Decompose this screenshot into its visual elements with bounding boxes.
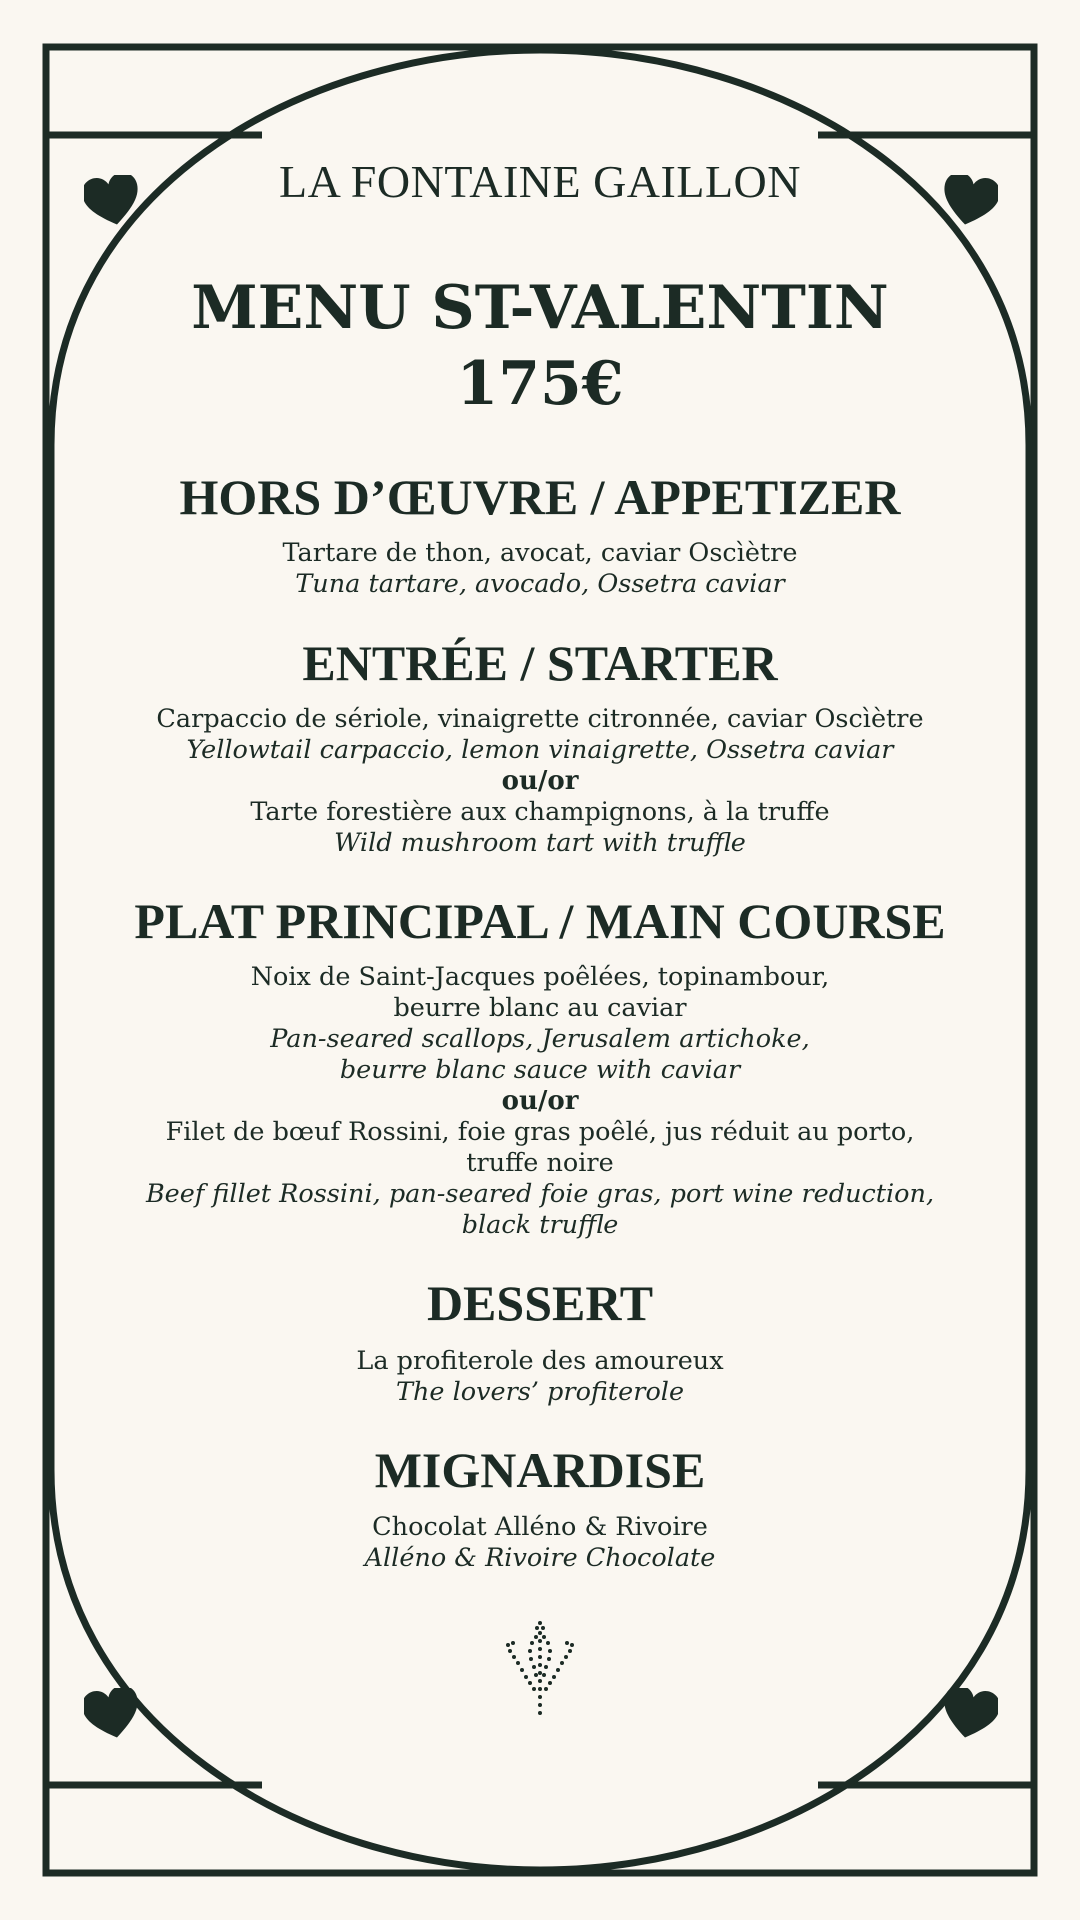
dish-en: Pan-seared scallops, Jerusalem artichoke, bbox=[270, 1024, 810, 1054]
restaurant-name: LA FONTAINE GAILLON bbox=[279, 156, 801, 207]
dish-en: beurre blanc sauce with caviar bbox=[339, 1055, 741, 1085]
section-title-main: PLAT PRINCIPAL / MAIN COURSE bbox=[134, 893, 946, 949]
dish-en: Yellowtail carpaccio, lemon vinaigrette, Ossetra caviar bbox=[186, 735, 894, 765]
main-dishes bbox=[130, 962, 950, 1241]
dish-en: Wild mushroom tart with truffle bbox=[334, 828, 746, 858]
starter-dishes bbox=[130, 704, 950, 859]
dish-fr: beurre blanc au caviar bbox=[393, 993, 687, 1023]
dish-fr: La profiterole des amoureux bbox=[356, 1346, 724, 1376]
dessert-dish bbox=[130, 1346, 950, 1408]
dish-fr: Tarte forestière aux champignons, à la truffe bbox=[250, 797, 830, 827]
heart-icon bbox=[942, 1688, 998, 1740]
section-title-appetizer: HORS D’ŒUVRE / APPETIZER bbox=[179, 469, 901, 525]
menu-title: MENU ST-VALENTIN bbox=[191, 273, 889, 343]
dish-en: Beef fillet Rossini, pan-seared foie gras, port wine reduction, bbox=[145, 1179, 935, 1209]
dish-en: Alléno & Rivoire Chocolate bbox=[364, 1543, 716, 1573]
menu-price: 175€ bbox=[456, 349, 624, 419]
heart-icon bbox=[942, 175, 998, 227]
or-separator: ou/or bbox=[501, 1086, 579, 1116]
dish-en: Tuna tartare, avocado, Ossetra caviar bbox=[295, 569, 785, 599]
dish-en: The lovers’ profiterole bbox=[395, 1377, 685, 1407]
dish-fr: Carpaccio de sériole, vinaigrette citronnée, caviar Oscìètre bbox=[156, 704, 924, 734]
dish-fr: truffe noire bbox=[466, 1148, 614, 1178]
heart-icon bbox=[84, 1688, 140, 1740]
dish-fr: Noix de Saint-Jacques poêlées, topinambour, bbox=[250, 962, 830, 992]
dish-fr: Filet de bœuf Rossini, foie gras poêlé, jus réduit au porto, bbox=[165, 1117, 915, 1147]
dish-fr: Tartare de thon, avocat, caviar Oscìètre bbox=[282, 538, 798, 568]
section-title-mignardise: MIGNARDISE bbox=[374, 1442, 706, 1498]
section-title-starter: ENTRÉE / STARTER bbox=[302, 635, 778, 691]
fountain-icon bbox=[500, 1615, 580, 1720]
section-title-dessert: DESSERT bbox=[426, 1275, 654, 1331]
or-separator: ou/or bbox=[501, 766, 579, 796]
mignardise-dish bbox=[130, 1512, 950, 1574]
appetizer-dish bbox=[130, 538, 950, 600]
dish-fr: Chocolat Alléno & Rivoire bbox=[372, 1512, 708, 1542]
menu-title-block bbox=[130, 270, 950, 422]
dish-en: black truffle bbox=[461, 1210, 619, 1240]
